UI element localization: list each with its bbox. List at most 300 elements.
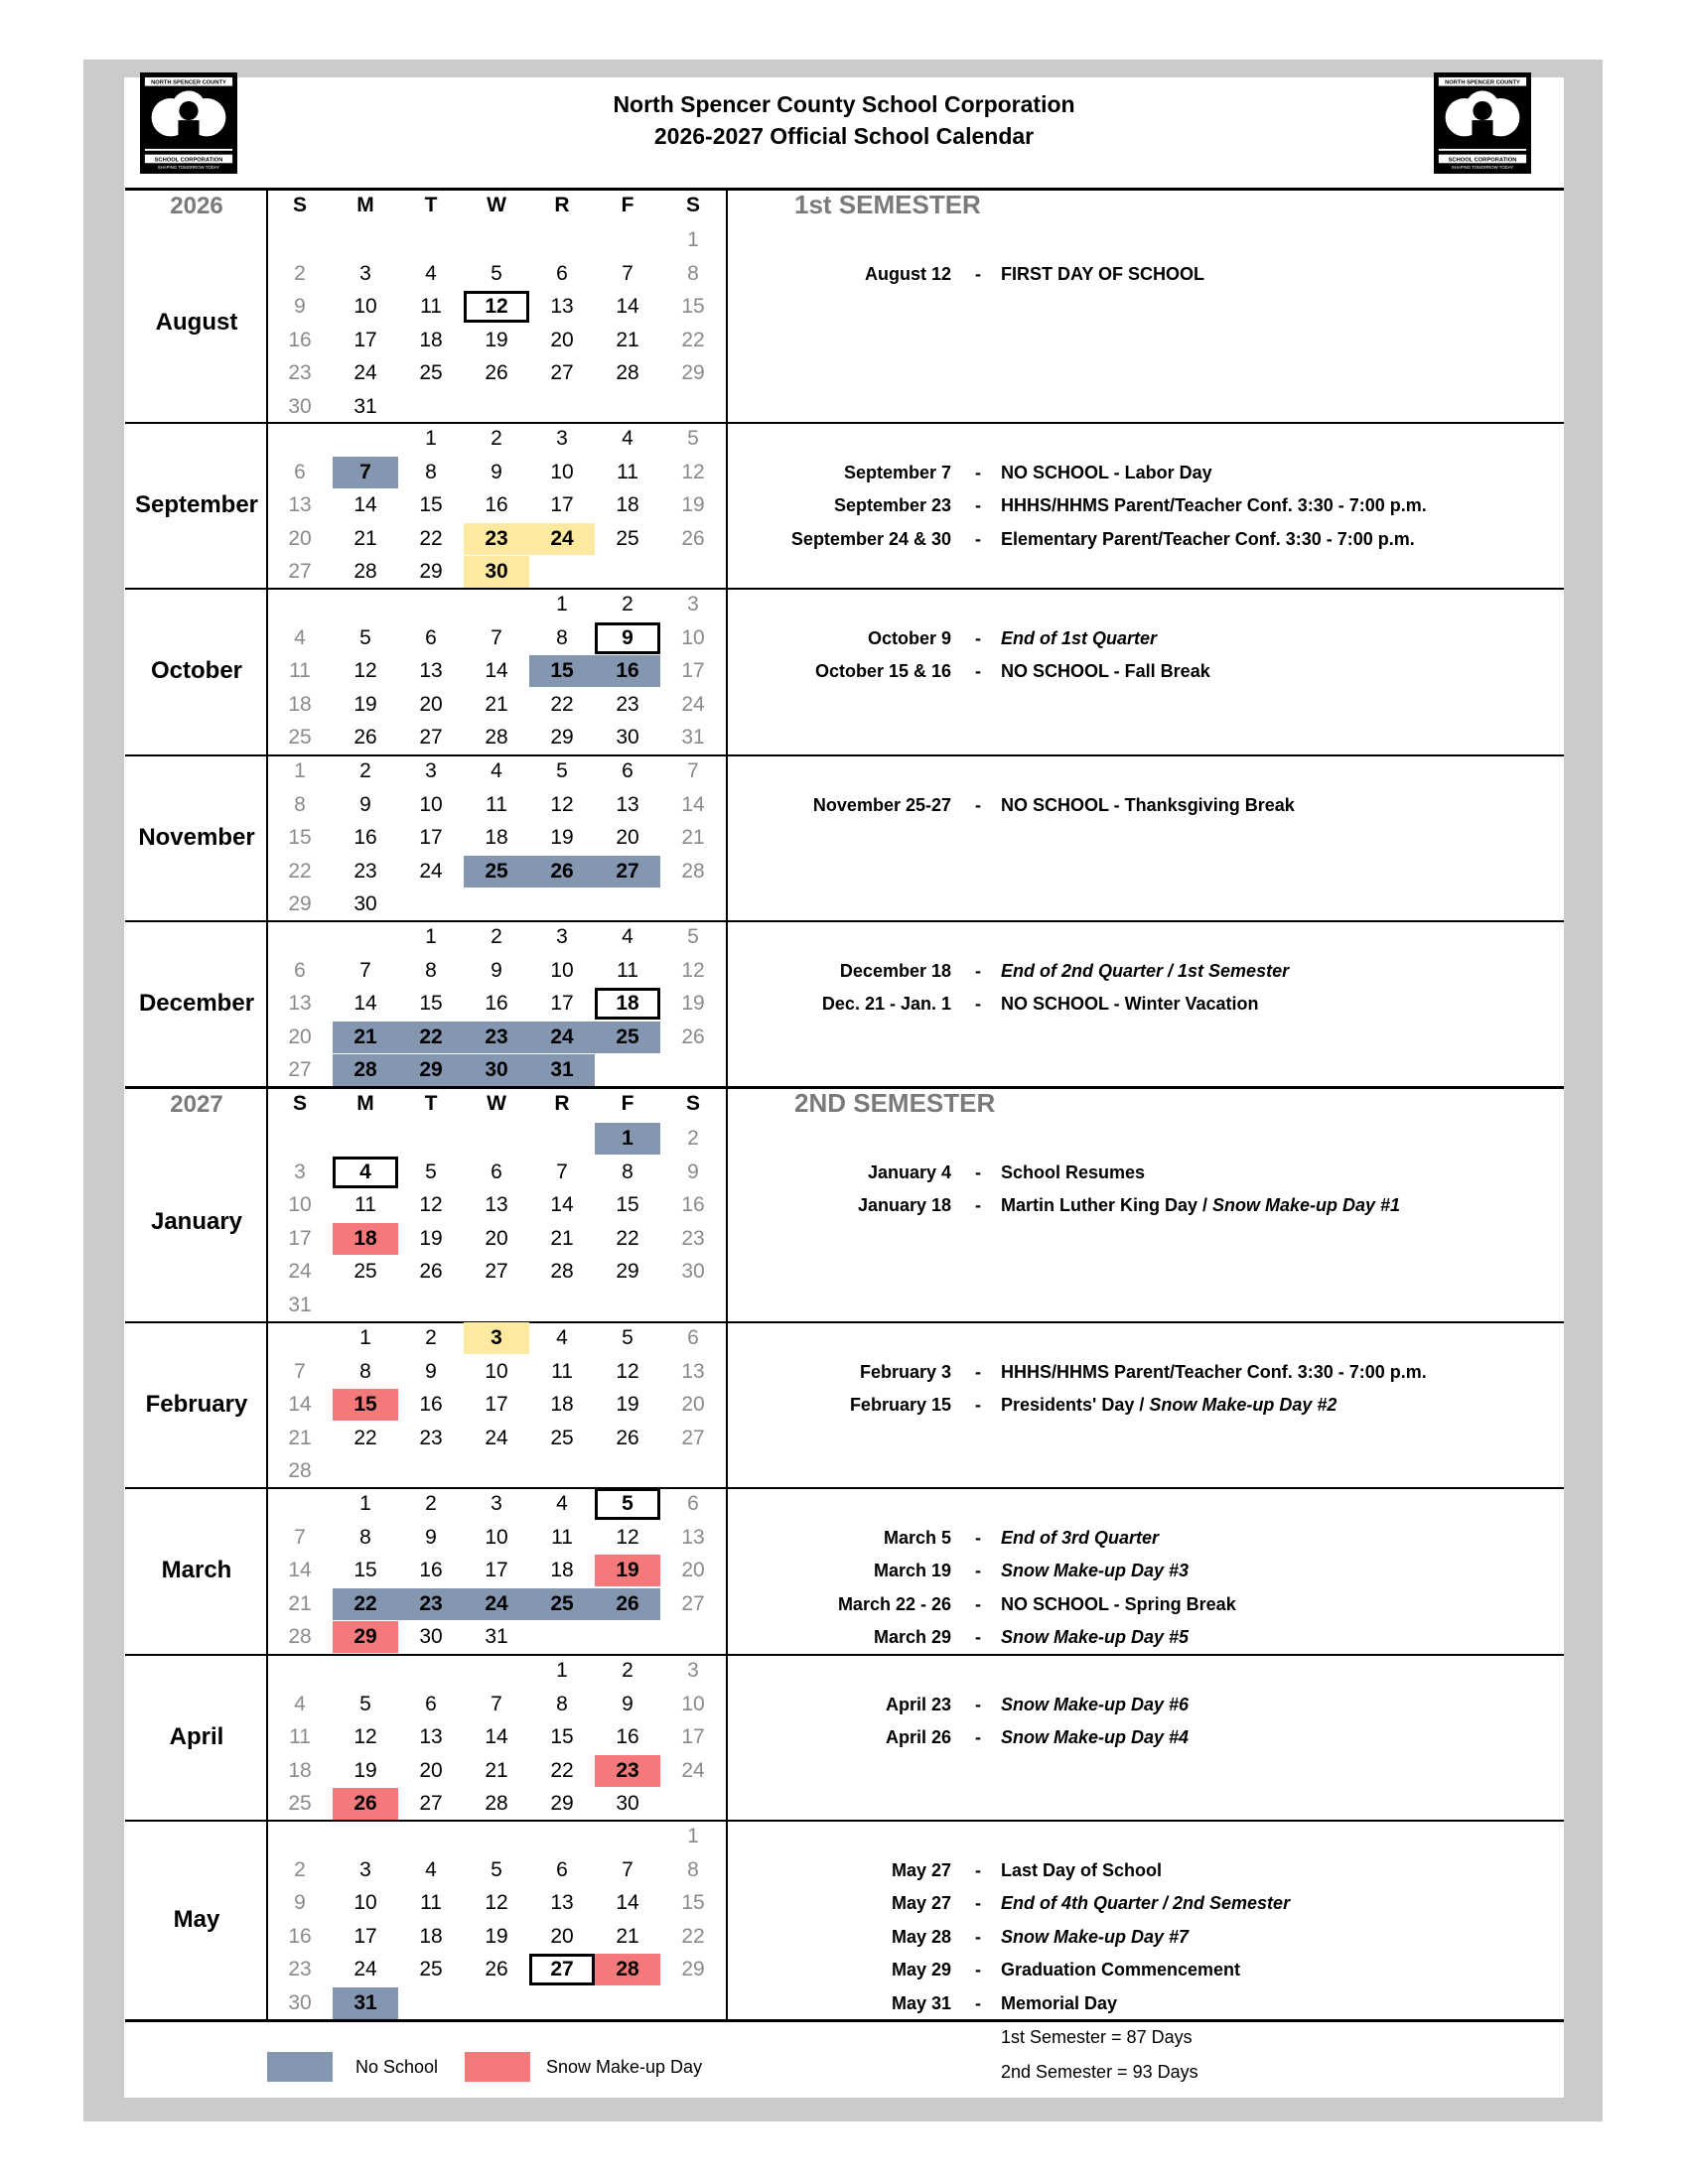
event-separator: - [975, 495, 981, 515]
calendar-day: 18 [288, 1758, 312, 1782]
calendar-day: 28 [333, 1054, 398, 1086]
event-separator: - [975, 1161, 981, 1182]
calendar-day: 26 [419, 1260, 443, 1283]
calendar-day: 29 [333, 1621, 398, 1653]
calendar-day: 11 [420, 1891, 442, 1914]
calendar-day: 30 [616, 726, 639, 749]
calendar-day: 1 [359, 1326, 371, 1349]
calendar-day: 17 [288, 1226, 312, 1250]
calendar-day: 17 [419, 826, 443, 849]
calendar-day: 14 [288, 1559, 312, 1581]
month-name: August [155, 309, 238, 336]
calendar-day: 25 [550, 1426, 574, 1449]
month-divider [125, 1654, 1564, 1656]
calendar-day: 20 [419, 1758, 443, 1782]
calendar-day: 5 [359, 625, 371, 649]
event-separator: - [975, 1527, 981, 1548]
calendar-day: 11 [289, 1725, 311, 1748]
event-description [1001, 658, 1210, 684]
calendar-day: 26 [681, 1024, 705, 1048]
calendar-day: 14 [681, 792, 705, 816]
calendar-day: 10 [681, 1692, 705, 1715]
calendar-day: 29 [419, 560, 443, 583]
svg-text:SHAPING TOMORROW TODAY: SHAPING TOMORROW TODAY [157, 165, 220, 171]
month-divider [125, 588, 1564, 590]
calendar-day: 25 [529, 1588, 595, 1620]
calendar-day: 13 [550, 295, 574, 318]
calendar-day: 2 [294, 1857, 306, 1881]
calendar-day: 5 [556, 759, 568, 782]
calendar-day: 13 [288, 493, 312, 516]
year-label: 2027 [170, 1091, 223, 1118]
calendar-day: 17 [681, 659, 705, 682]
calendar-day: 30 [288, 394, 312, 418]
calendar-day: 6 [294, 460, 306, 483]
calendar-day: 27 [529, 1954, 595, 1985]
legend-snow-makeup-label: Snow Make-up Day [546, 2057, 703, 2077]
calendar-day: 24 [288, 1260, 312, 1283]
calendar-day: 6 [556, 261, 568, 285]
calendar-day: 23 [681, 1226, 705, 1250]
calendar-day: 11 [551, 1359, 573, 1383]
calendar-day: 9 [595, 622, 660, 654]
calendar-day: 5 [491, 261, 502, 285]
calendar-day: 15 [288, 826, 312, 849]
calendar-day: 12 [353, 1725, 377, 1748]
calendar-day: 28 [616, 361, 639, 384]
calendar-day: 7 [556, 1160, 568, 1183]
calendar-day: 4 [491, 759, 502, 782]
calendar-day: 6 [622, 759, 633, 782]
calendar-day: 16 [419, 1559, 443, 1581]
event-description [1001, 1857, 1162, 1883]
calendar-day: 4 [333, 1157, 398, 1188]
calendar-day: 18 [616, 493, 639, 516]
month-name: April [169, 1722, 224, 1750]
calendar-day: 21 [353, 526, 377, 550]
svg-text:SCHOOL CORPORATION: SCHOOL CORPORATION [1448, 157, 1517, 164]
calendar-day: 29 [681, 1958, 705, 1980]
calendar-day: 20 [419, 692, 443, 716]
event-description [1001, 1957, 1240, 1982]
event-description [1001, 492, 1427, 518]
calendar-day: 13 [288, 992, 312, 1015]
calendar-day: 12 [419, 1193, 443, 1216]
calendar-day: 18 [550, 1559, 574, 1581]
calendar-day: 31 [529, 1054, 595, 1086]
calendar-day: 31 [288, 1293, 312, 1316]
calendar-day: 22 [419, 526, 443, 550]
day-header: F [621, 194, 634, 216]
calendar-day: 24 [353, 1958, 377, 1980]
calendar-day: 14 [485, 1725, 508, 1748]
event-text: NO SCHOOL - Spring Break [1001, 1593, 1236, 1614]
calendar-day: 5 [491, 1857, 502, 1881]
calendar-day: 26 [485, 1958, 508, 1980]
calendar-day: 9 [294, 1891, 306, 1914]
calendar-day: 26 [681, 526, 705, 550]
calendar-day: 6 [687, 1326, 699, 1349]
calendar-day: 11 [617, 958, 638, 982]
calendar-day: 11 [486, 792, 507, 816]
logo-left [140, 72, 237, 174]
calendar-day: 26 [595, 1588, 660, 1620]
legend-no-school-swatch [267, 2052, 333, 2082]
school-logo-icon [142, 74, 235, 172]
calendar-day: 24 [419, 859, 443, 883]
calendar-day: 12 [681, 460, 705, 483]
calendar-day: 10 [485, 1525, 508, 1549]
calendar-day: 30 [464, 556, 529, 588]
calendar-day: 6 [687, 1492, 699, 1515]
event-description [1001, 1359, 1427, 1385]
calendar-day: 18 [595, 988, 660, 1020]
school-logo-icon [1436, 74, 1529, 172]
month-divider [125, 920, 1564, 922]
calendar-day: 7 [294, 1359, 306, 1383]
calendar-day: 31 [485, 1625, 508, 1648]
event-text: School Resumes [1001, 1161, 1146, 1182]
calendar-day: 12 [616, 1525, 639, 1549]
calendar-day: 30 [616, 1792, 639, 1815]
calendar-day: 21 [485, 1758, 508, 1782]
calendar-day: 18 [288, 692, 312, 716]
calendar-day: 22 [333, 1588, 398, 1620]
calendar-day: 11 [551, 1525, 573, 1549]
event-text: Snow Make-up Day #3 [1001, 1561, 1190, 1580]
calendar-day: 13 [419, 1725, 443, 1748]
month-name: January [150, 1207, 243, 1235]
calendar-day: 26 [529, 856, 595, 887]
day-header: S [685, 194, 700, 216]
calendar-day: 8 [359, 1525, 371, 1549]
event-date: February 3 [859, 1361, 951, 1382]
calendar-day: 6 [491, 1160, 502, 1183]
event-separator: - [975, 627, 981, 648]
event-separator: - [975, 960, 981, 981]
day-header: W [487, 194, 506, 216]
calendar-day: 12 [353, 659, 377, 682]
calendar-day: 16 [616, 1725, 639, 1748]
calendar-day: 3 [425, 759, 437, 782]
calendar-day: 7 [294, 1525, 306, 1549]
event-text: Snow Make-up Day #4 [1001, 1727, 1190, 1747]
event-description [1001, 1392, 1336, 1418]
calendar-day: 26 [485, 361, 508, 384]
calendar-day: 28 [485, 726, 508, 749]
calendar-day: 1 [425, 427, 437, 450]
calendar-day: 23 [595, 1755, 660, 1787]
calendar-day: 2 [687, 1127, 699, 1150]
calendar-day: 3 [359, 261, 371, 285]
calendar-day: 22 [616, 1226, 639, 1250]
calendar-day: 10 [681, 625, 705, 649]
event-description [1001, 1924, 1189, 1950]
event-date: September 24 & 30 [790, 528, 951, 549]
calendar-day: 3 [294, 1160, 306, 1183]
calendar-day: 18 [419, 1924, 443, 1948]
calendar-day: 5 [622, 1326, 633, 1349]
calendar-day: 15 [419, 992, 443, 1015]
calendar-day: 16 [288, 1924, 312, 1948]
calendar-day: 8 [687, 1857, 699, 1881]
calendar-day: 14 [288, 1393, 312, 1416]
calendar-day: 3 [556, 925, 568, 948]
calendar-day: 19 [681, 493, 705, 516]
event-date: May 29 [891, 1960, 951, 1979]
calendar-day: 1 [595, 1123, 660, 1155]
calendar-day: 4 [622, 427, 633, 450]
event-separator: - [975, 794, 981, 815]
calendar-day: 21 [288, 1426, 312, 1449]
calendar-day: 17 [353, 1924, 377, 1948]
legend-snow-makeup-swatch [465, 2052, 530, 2082]
event-text: Snow Make-up Day #7 [1001, 1926, 1190, 1947]
calendar-day: 25 [288, 1792, 312, 1815]
calendar-day: 2 [359, 759, 371, 782]
calendar-day: 21 [681, 826, 705, 849]
event-separator: - [975, 528, 981, 549]
event-separator: - [975, 1593, 981, 1614]
event-description [1001, 958, 1289, 984]
calendar-day: 22 [353, 1426, 377, 1449]
calendar-day: 23 [288, 1958, 312, 1980]
event-description [1001, 625, 1157, 651]
event-date: May 31 [891, 1992, 951, 2013]
semester2-total: 2nd Semester = 93 Days [1001, 2062, 1198, 2082]
calendar-day: 20 [681, 1393, 705, 1416]
svg-text:SHAPING TOMORROW TODAY: SHAPING TOMORROW TODAY [1451, 165, 1514, 171]
event-date: February 15 [849, 1395, 951, 1415]
event-date: January 18 [857, 1195, 951, 1215]
calendar-day: 26 [616, 1426, 639, 1449]
calendar-day: 27 [550, 361, 574, 384]
calendar-day: 2 [491, 925, 502, 948]
event-date: March 22 - 26 [837, 1593, 951, 1614]
calendar-day: 2 [425, 1326, 437, 1349]
calendar-day: 17 [485, 1559, 508, 1581]
calendar-day: 11 [420, 295, 442, 318]
day-header: R [554, 1092, 570, 1115]
legend-no-school-label: No School [355, 2057, 439, 2077]
calendar-day: 1 [294, 759, 306, 782]
event-separator: - [975, 263, 981, 284]
calendar-day: 9 [425, 1525, 437, 1549]
calendar-day: 3 [687, 1659, 699, 1682]
calendar-day: 4 [294, 625, 306, 649]
calendar-day: 3 [687, 593, 699, 615]
event-description [1001, 1890, 1290, 1916]
calendar-day: 2 [294, 261, 306, 285]
calendar-day: 1 [556, 593, 568, 615]
calendar-day: 10 [353, 1891, 377, 1914]
calendar-day: 27 [681, 1591, 705, 1615]
event-text: Snow Make-up Day #1 [1212, 1195, 1401, 1215]
calendar-day: 14 [353, 493, 377, 516]
event-text: Elementary Parent/Teacher Conf. 3:30 - 7:00 p.m. [1001, 528, 1415, 549]
calendar-day: 12 [485, 1891, 508, 1914]
calendar-day: 11 [617, 460, 638, 483]
event-description [1001, 1525, 1159, 1551]
calendar-day: 28 [288, 1459, 312, 1482]
calendar-day: 12 [616, 1359, 639, 1383]
day-header: T [424, 194, 438, 216]
calendar-day: 26 [353, 726, 377, 749]
calendar-day: 24 [681, 1758, 705, 1782]
calendar-day: 21 [333, 1022, 398, 1053]
calendar-day: 19 [353, 1758, 377, 1782]
event-date: September 23 [833, 495, 951, 515]
calendar-day: 15 [550, 1725, 574, 1748]
calendar-day: 22 [550, 1758, 574, 1782]
event-text: NO SCHOOL - Thanksgiving Break [1001, 794, 1295, 815]
calendar-day: 16 [681, 1193, 705, 1216]
calendar-day: 5 [359, 1692, 371, 1715]
event-date: May 27 [891, 1859, 951, 1880]
calendar-day: 25 [464, 856, 529, 887]
day-header: S [685, 1092, 700, 1115]
calendar-day: 1 [359, 1492, 371, 1515]
event-date: October 9 [867, 627, 951, 648]
calendar-day: 3 [556, 427, 568, 450]
calendar-day: 29 [550, 1792, 574, 1815]
day-header: S [292, 194, 307, 216]
event-date: October 15 & 16 [814, 661, 951, 681]
calendar-day: 7 [622, 1857, 633, 1881]
calendar-day: 21 [288, 1591, 312, 1615]
calendar-day: 22 [681, 328, 705, 351]
calendar-day: 29 [681, 361, 705, 384]
calendar-day: 8 [687, 261, 699, 285]
calendar-day: 20 [288, 526, 312, 550]
calendar-day: 12 [550, 792, 574, 816]
calendar-day: 22 [550, 692, 574, 716]
calendar-day: 14 [616, 295, 639, 318]
calendar-day: 27 [595, 856, 660, 887]
calendar-day: 27 [419, 1792, 443, 1815]
semester1-total: 1st Semester = 87 Days [1001, 2027, 1193, 2047]
calendar-day: 27 [288, 560, 312, 583]
page-subtitle: 2026-2027 Official School Calendar [653, 123, 1035, 149]
event-text: Memorial Day [1001, 1992, 1118, 2013]
event-separator: - [975, 1893, 981, 1913]
calendar-day: 12 [464, 291, 529, 323]
calendar-day: 13 [616, 792, 639, 816]
calendar-day: 14 [616, 1891, 639, 1914]
calendar-day: 23 [353, 859, 377, 883]
calendar-day: 15 [333, 1389, 398, 1421]
calendar-day: 30 [464, 1054, 529, 1086]
calendar-day: 19 [353, 692, 377, 716]
calendar-day: 16 [419, 1393, 443, 1416]
event-date: November 25-27 [812, 794, 951, 815]
event-text: End of 3rd Quarter [1001, 1527, 1160, 1548]
calendar-day: 24 [529, 523, 595, 555]
event-text: Last Day of School [1001, 1859, 1163, 1880]
event-date: September 7 [843, 462, 951, 482]
calendar-day: 2 [622, 1659, 633, 1682]
calendar-day: 20 [288, 1024, 312, 1048]
calendar-day: 31 [353, 394, 377, 418]
calendar-day: 23 [464, 523, 529, 555]
calendar-day: 9 [491, 958, 502, 982]
calendar-day: 29 [288, 892, 312, 915]
event-text: HHHS/HHMS Parent/Teacher Conf. 3:30 - 7:00 p.m. [1001, 495, 1427, 515]
event-text: HHHS/HHMS Parent/Teacher Conf. 3:30 - 7:00 p.m. [1001, 1361, 1427, 1382]
calendar-day: 1 [425, 925, 437, 948]
calendar-day: 5 [595, 1488, 660, 1520]
calendar-day: 28 [550, 1260, 574, 1283]
calendar-day: 19 [595, 1555, 660, 1586]
calendar-day: 4 [425, 261, 437, 285]
event-description [1001, 1692, 1189, 1717]
calendar-day: 21 [485, 692, 508, 716]
event-date: March 5 [883, 1527, 951, 1548]
calendar-day: 18 [333, 1223, 398, 1255]
event-description [1001, 1558, 1189, 1583]
calendar-day: 24 [485, 1426, 508, 1449]
event-text: Presidents' Day / [1001, 1395, 1150, 1415]
calendar-day: 16 [485, 992, 508, 1015]
calendar-day: 2 [425, 1492, 437, 1515]
calendar-day: 25 [288, 726, 312, 749]
calendar-day: 27 [681, 1426, 705, 1449]
calendar-day: 17 [550, 992, 574, 1015]
day-header: M [356, 194, 374, 216]
calendar-day: 25 [419, 361, 443, 384]
calendar-day: 1 [556, 1659, 568, 1682]
calendar-day: 5 [687, 427, 699, 450]
calendar-day: 25 [353, 1260, 377, 1283]
calendar-day: 13 [419, 659, 443, 682]
calendar-day: 2 [491, 427, 502, 450]
calendar-day: 27 [485, 1260, 508, 1283]
calendar-day: 23 [464, 1022, 529, 1053]
svg-text:SCHOOL CORPORATION: SCHOOL CORPORATION [154, 157, 223, 164]
event-text: FIRST DAY OF SCHOOL [1001, 263, 1205, 284]
calendar-day: 16 [595, 655, 660, 687]
event-text: NO SCHOOL - Labor Day [1001, 462, 1212, 482]
event-text: Graduation Commencement [1001, 1960, 1241, 1979]
calendar-day: 14 [550, 1193, 574, 1216]
event-text: End of 1st Quarter [1001, 627, 1158, 648]
event-separator: - [975, 1992, 981, 2013]
calendar-day: 17 [681, 1725, 705, 1748]
calendar-day: 28 [353, 560, 377, 583]
calendar-day: 15 [419, 493, 443, 516]
calendar-day: 31 [681, 726, 705, 749]
calendar-day: 27 [288, 1058, 312, 1081]
calendar-day: 9 [622, 1692, 633, 1715]
event-description [1001, 1724, 1189, 1750]
event-date: April 23 [885, 1694, 951, 1714]
calendar-day: 8 [425, 460, 437, 483]
event-text: Snow Make-up Day #6 [1001, 1694, 1190, 1714]
calendar-day: 4 [294, 1692, 306, 1715]
calendar-day: 25 [595, 1022, 660, 1053]
calendar-day: 9 [425, 1359, 437, 1383]
month-name: November [138, 823, 255, 851]
event-separator: - [975, 661, 981, 681]
calendar-day: 13 [485, 1193, 508, 1216]
event-text: Martin Luther King Day / [1001, 1195, 1213, 1215]
calendar-day: 10 [550, 460, 574, 483]
event-description [1001, 526, 1415, 552]
calendar-day: 8 [425, 958, 437, 982]
calendar-day: 29 [398, 1054, 464, 1086]
event-description [1001, 1160, 1145, 1185]
calendar-day: 9 [491, 460, 502, 483]
